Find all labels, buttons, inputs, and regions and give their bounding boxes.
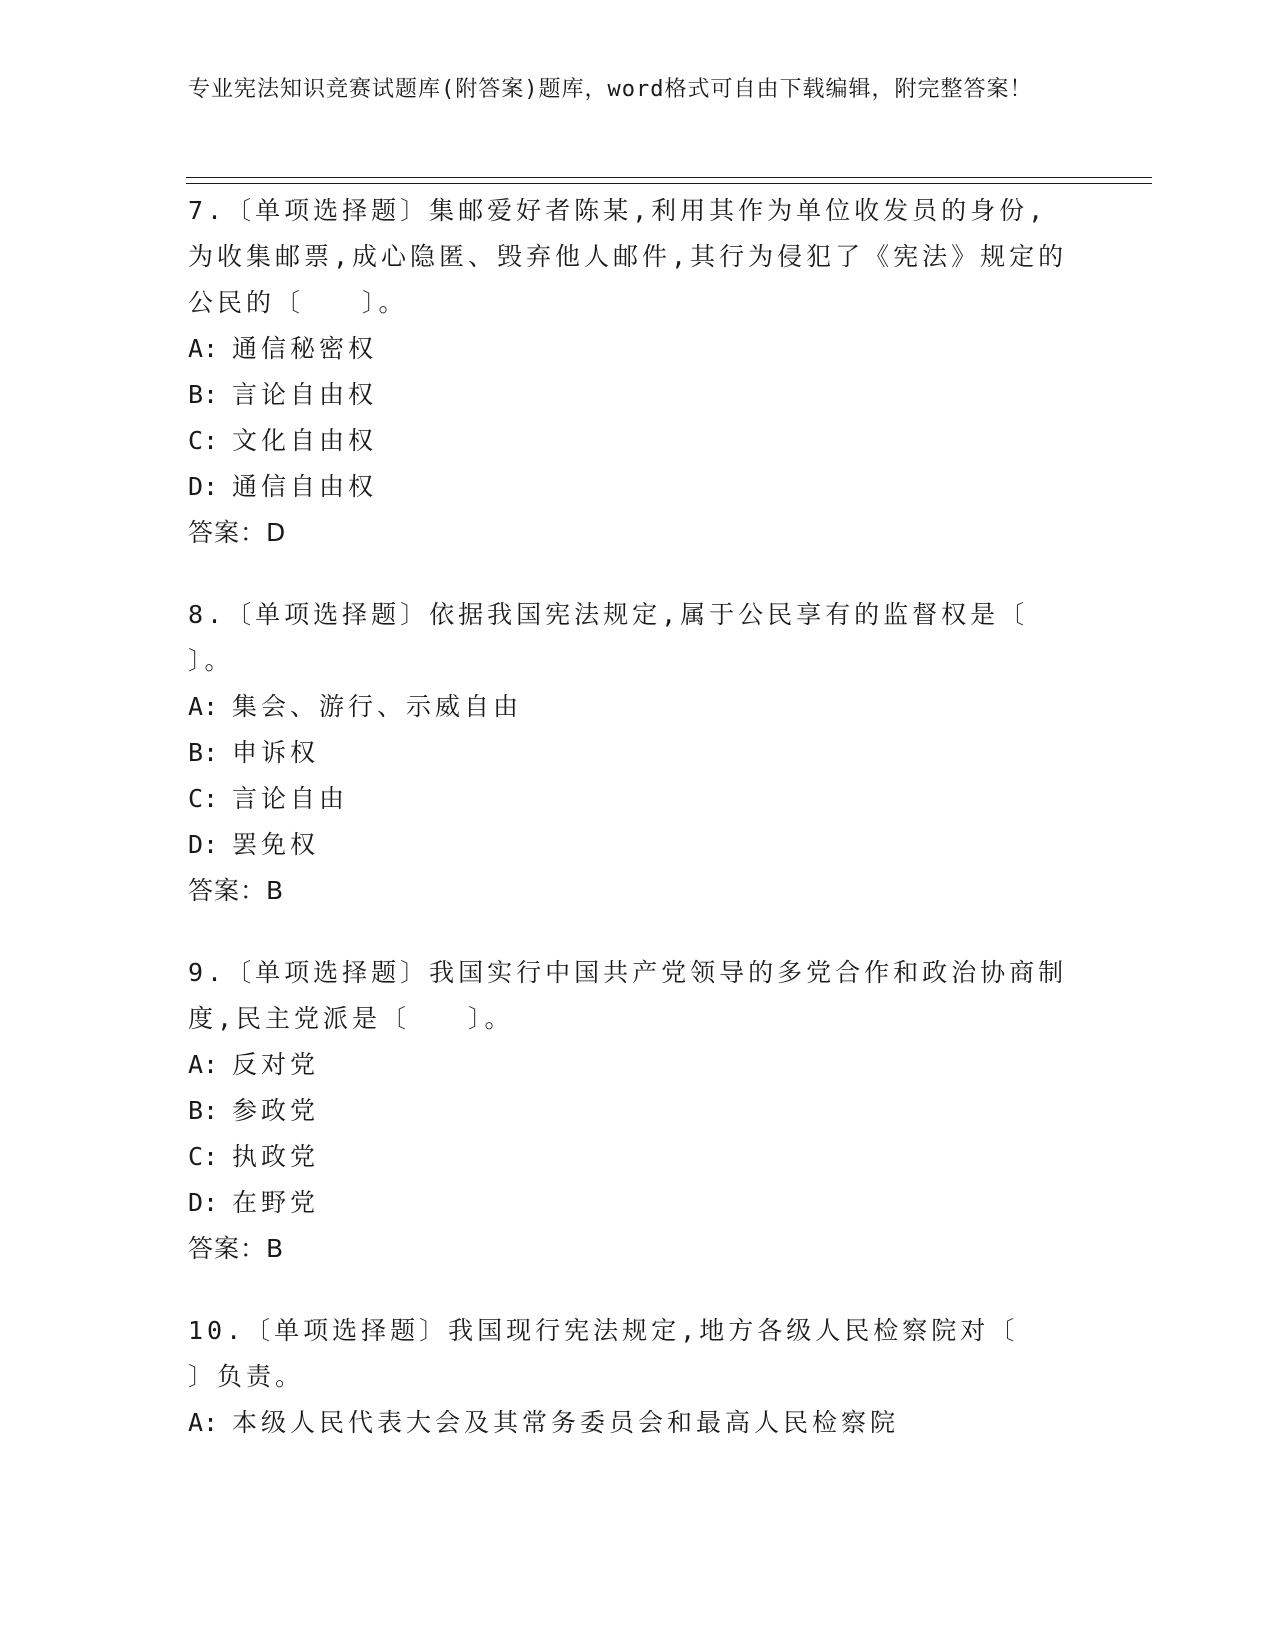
option-text: 在野党 (232, 1188, 320, 1217)
option-key: C: (188, 784, 219, 813)
option-key: D: (188, 472, 219, 501)
question-10 (188, 1308, 1077, 1446)
question-stem: 9.〔单项选择题〕我国实行中国共产党领导的多党合作和政治协商制度,民主党派是〔 〕。 (188, 958, 1068, 1033)
option-text: 文化自由权 (232, 426, 378, 455)
option-key: C: (188, 1142, 219, 1171)
option-key: B: (188, 738, 219, 767)
option-c (188, 776, 1068, 822)
option-a (188, 1400, 1068, 1446)
option-b (188, 372, 1068, 418)
option-d (188, 822, 1068, 868)
option-a (188, 684, 1068, 730)
option-key: B: (188, 380, 219, 409)
answer-line: 答案：B (188, 1234, 285, 1263)
option-text: 本级人民代表大会及其常务委员会和最高人民检察院 (232, 1408, 900, 1437)
question-stem: 8.〔单项选择题〕依据我国宪法规定,属于公民享有的监督权是〔 〕。 (188, 600, 1087, 675)
question-9 (188, 950, 1068, 1272)
option-text: 言论自由权 (232, 380, 378, 409)
option-text: 参政党 (232, 1096, 320, 1125)
option-text: 执政党 (232, 1142, 320, 1171)
option-text: 通信自由权 (232, 472, 378, 501)
question-stem: 10.〔单项选择题〕我国现行宪法规定,地方各级人民检察院对〔 〕负责。 (188, 1316, 1077, 1391)
option-c (188, 418, 1068, 464)
option-key: A: (188, 1050, 219, 1079)
option-b (188, 730, 1068, 776)
option-key: B: (188, 1096, 219, 1125)
option-key: A: (188, 692, 219, 721)
option-b (188, 1088, 1068, 1134)
option-text: 言论自由 (232, 784, 349, 813)
option-d (188, 464, 1068, 510)
option-a (188, 326, 1068, 372)
header-divider-top (186, 177, 1152, 178)
document-header: 专业宪法知识竞赛试题库(附答案)题库，word格式可自由下载编辑，附完整答案！ (188, 77, 1033, 102)
question-list (188, 188, 1087, 1482)
option-c (188, 1134, 1068, 1180)
option-key: A: (188, 334, 219, 363)
answer-line: 答案：D (188, 518, 287, 547)
option-text: 反对党 (232, 1050, 320, 1079)
header-divider-bottom (186, 183, 1152, 184)
option-key: D: (188, 830, 219, 859)
option-d (188, 1180, 1068, 1226)
question-8 (188, 592, 1087, 914)
question-stem: 7.〔单项选择题〕集邮爱好者陈某,利用其作为单位收发员的身份,为收集邮票,成心隐匿、毁弃他人邮件,其行为侵犯了《宪法》规定的公民的〔 〕。 (188, 196, 1068, 317)
question-7 (188, 188, 1068, 556)
option-text: 集会、游行、示威自由 (232, 692, 523, 721)
option-key: A: (188, 1408, 219, 1437)
option-text: 罢免权 (232, 830, 320, 859)
option-a (188, 1042, 1068, 1088)
option-text: 通信秘密权 (232, 334, 378, 363)
option-key: C: (188, 426, 219, 455)
answer-line: 答案：B (188, 876, 285, 905)
option-key: D: (188, 1188, 219, 1217)
option-text: 申诉权 (232, 738, 320, 767)
